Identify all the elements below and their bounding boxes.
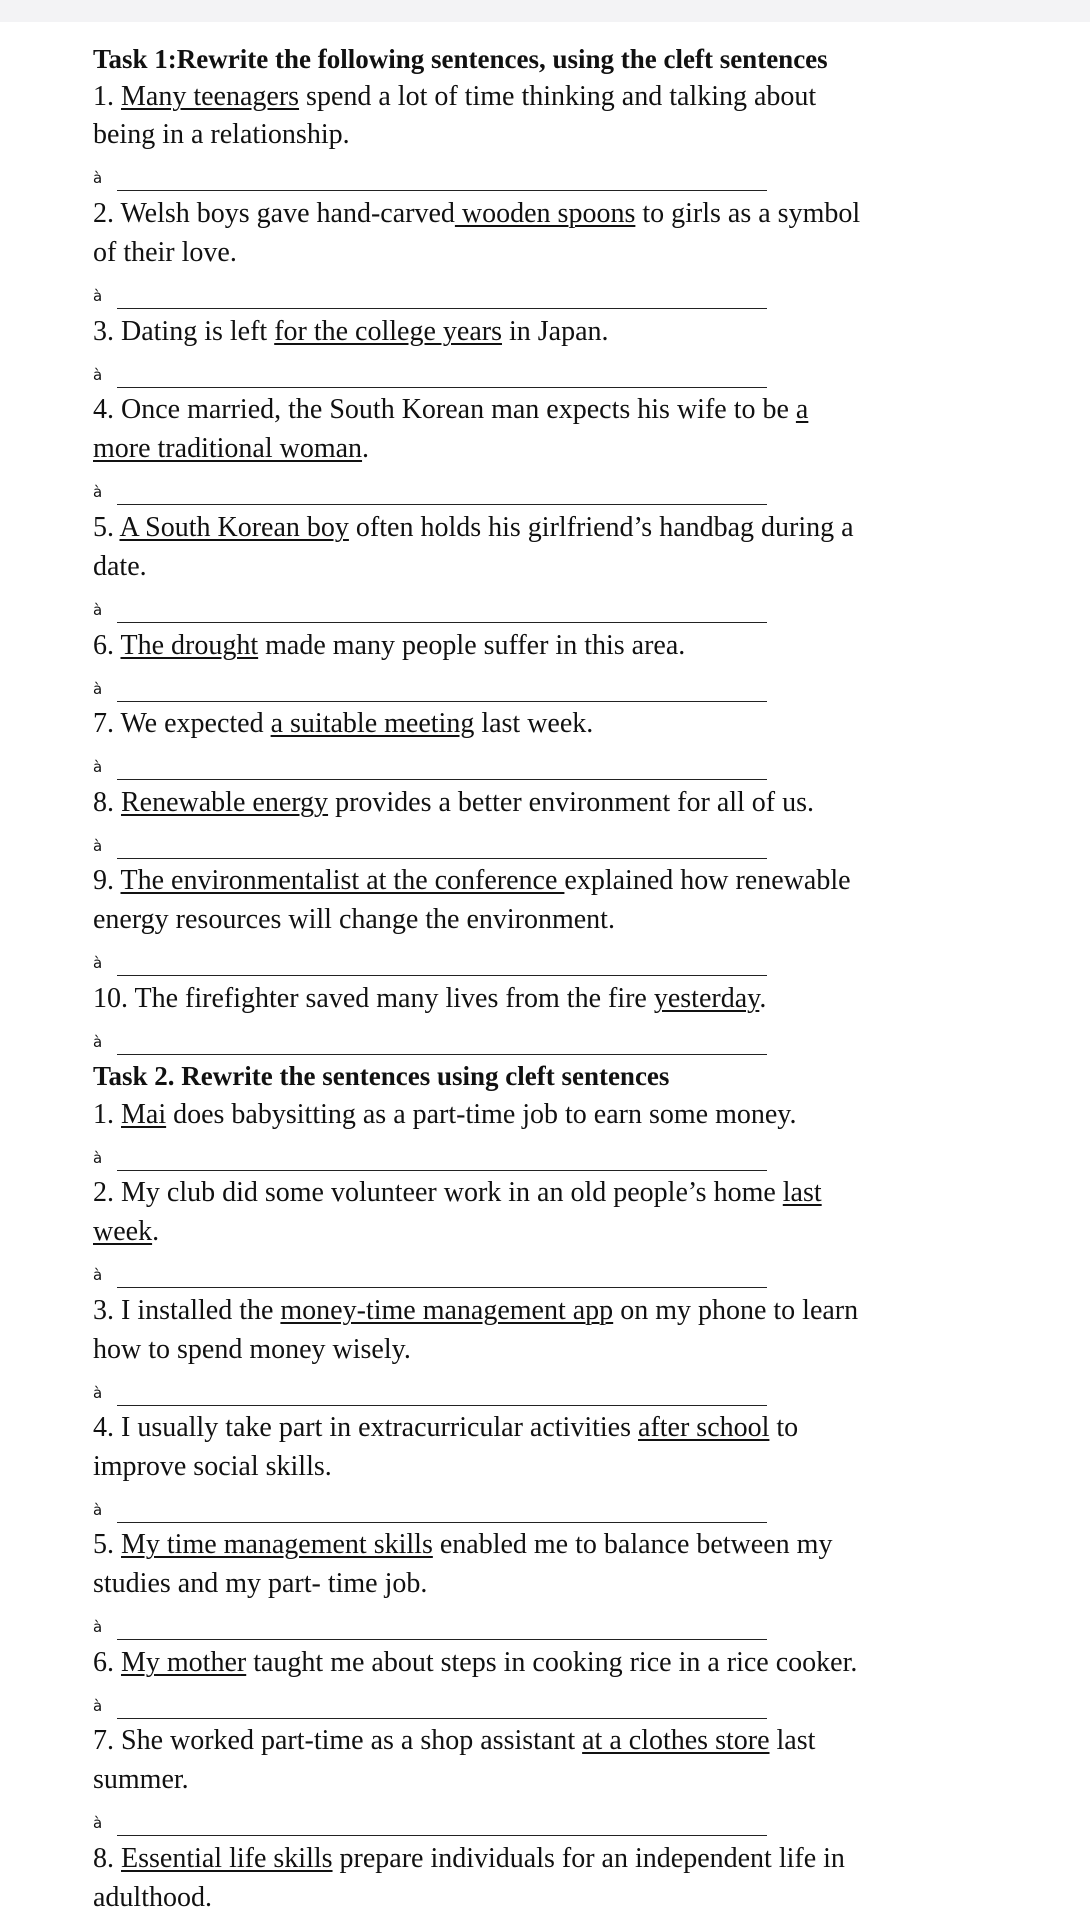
task2-item-5-line2: studies and my part- time job.: [93, 1568, 428, 1599]
text: 1.: [93, 1099, 121, 1130]
answer-marker: à: [93, 1033, 103, 1051]
task1-item-3-answer: [93, 362, 767, 388]
answer-marker: à: [93, 483, 103, 501]
text: on my phone to learn: [613, 1295, 859, 1326]
text: 5.: [93, 1529, 121, 1560]
task1-item-8-answer: [93, 833, 767, 859]
task2-item-4-answer: [93, 1497, 767, 1523]
answer-marker: à: [93, 1501, 103, 1519]
answer-marker: à: [93, 366, 103, 384]
answer-blank[interactable]: [117, 365, 767, 388]
text: prepare individuals for an independent life in: [332, 1843, 845, 1874]
underlined-phrase: A South Korean boy: [119, 512, 349, 543]
answer-blank[interactable]: [117, 1148, 767, 1171]
underlined-phrase: Essential life skills: [121, 1843, 333, 1874]
task1-item-2-answer: [93, 283, 767, 309]
text: 4. I usually take part in extracurricular activities: [93, 1412, 639, 1443]
text: made many people suffer in this area.: [258, 630, 686, 661]
text: 10. The firefighter saved many lives from the fire: [93, 983, 654, 1014]
task1-title: Task 1:Rewrite the following sentences, using the cleft sentences: [93, 44, 828, 74]
answer-marker: à: [93, 1814, 103, 1832]
text: does babysitting as a part-time job to earn some money.: [166, 1099, 797, 1130]
task2-item-4-line2: improve social skills.: [93, 1451, 332, 1482]
task1-item-10-answer: [93, 1029, 767, 1055]
underlined-phrase: more traditional woman: [93, 433, 363, 464]
underlined-phrase: for the college years: [274, 316, 502, 347]
task1-item-7-answer: [93, 754, 767, 780]
answer-marker: à: [93, 758, 103, 776]
text: to girls as a symbol: [635, 198, 861, 229]
task2-item-5-answer: [93, 1614, 767, 1640]
answer-marker: à: [93, 1384, 103, 1402]
answer-marker: à: [93, 169, 103, 187]
text: 5.: [93, 512, 120, 543]
text: last week.: [474, 708, 594, 739]
task2-item-6-answer: [93, 1693, 767, 1719]
task1-item-3-line1: [93, 315, 609, 349]
text: 7. We expected: [93, 708, 271, 739]
text: often holds his girlfriend’s handbag during a: [348, 512, 854, 543]
text: 8.: [93, 1843, 121, 1874]
text: spend a lot of time thinking and talking about: [299, 81, 817, 112]
task1-item-4-answer: [93, 479, 767, 505]
answer-marker: à: [93, 680, 103, 698]
text: 1.: [93, 81, 121, 112]
task2-item-3-line1: [93, 1294, 858, 1328]
underlined-phrase: The environmentalist at the conference: [120, 865, 565, 896]
task2-item-4-line1: [93, 1411, 798, 1445]
text: 4. Once married, the South Korean man expects his wife to be: [93, 394, 796, 425]
answer-marker: à: [93, 1266, 103, 1284]
answer-blank[interactable]: [117, 679, 767, 702]
task2-item-2-answer: [93, 1262, 767, 1288]
answer-blank[interactable]: [117, 836, 767, 859]
underlined-phrase: Mai: [121, 1099, 167, 1130]
underlined-phrase: at a clothes store: [582, 1725, 770, 1756]
text: provides a better environment for all of us.: [328, 787, 815, 818]
underlined-phrase: week: [93, 1216, 153, 1247]
underlined-phrase: last: [782, 1177, 822, 1208]
task1-item-8-line1: [93, 786, 814, 820]
task2-item-2-line2: [93, 1215, 159, 1249]
underlined-phrase: a: [795, 394, 809, 425]
answer-marker: à: [93, 837, 103, 855]
task1-item-4-line2: [93, 432, 369, 466]
task2-item-7-answer: [93, 1810, 767, 1836]
task2-item-7-line1: [93, 1724, 815, 1758]
answer-marker: à: [93, 1618, 103, 1636]
answer-marker: à: [93, 954, 103, 972]
task2-item-3-line2: how to spend money wisely.: [93, 1334, 411, 1365]
answer-blank[interactable]: [117, 1696, 767, 1719]
text: 6.: [93, 1647, 121, 1678]
answer-marker: à: [93, 1149, 103, 1167]
answer-blank[interactable]: [117, 1032, 767, 1055]
answer-blank[interactable]: [117, 600, 767, 623]
underlined-phrase: Renewable energy: [121, 787, 329, 818]
task2-item-1-line1: [93, 1098, 796, 1132]
text: 3. I installed the: [93, 1295, 281, 1326]
task2-item-5-line1: [93, 1528, 832, 1562]
task2-item-8-line1: [93, 1842, 845, 1876]
text: taught me about steps in cooking rice in a rice cooker.: [246, 1647, 858, 1678]
task1-item-9-line1: [93, 864, 851, 898]
task2-item-2-line1: [93, 1176, 822, 1210]
answer-blank[interactable]: [117, 1617, 767, 1640]
answer-marker: à: [93, 1697, 103, 1715]
task2-item-8-line2: adulthood.: [93, 1882, 212, 1913]
underlined-phrase: Many teenagers: [121, 81, 300, 112]
underlined-phrase: a suitable meeting: [270, 708, 475, 739]
task2-item-3-answer: [93, 1380, 767, 1406]
answer-marker: à: [93, 287, 103, 305]
top-bar: [0, 0, 1090, 23]
task1-item-6-answer: [93, 676, 767, 702]
text: .: [362, 433, 370, 464]
text: explained how renewable: [564, 865, 851, 896]
task1-item-2-line2: of their love.: [93, 237, 237, 268]
task1-item-4-line1: [93, 393, 808, 427]
task1-item-6-line1: [93, 629, 685, 663]
text: in Japan.: [501, 316, 609, 347]
task1-item-10-line1: [93, 982, 766, 1016]
task1-item-1-line1: [93, 80, 816, 114]
task1-item-1-line2: being in a relationship.: [93, 119, 350, 150]
text: 2. My club did some volunteer work in an old people’s home: [93, 1177, 783, 1208]
text: 7. She worked part-time as a shop assistant: [93, 1725, 583, 1756]
underlined-phrase: yesterday: [653, 983, 760, 1014]
task1-item-9-answer: [93, 950, 767, 976]
text: .: [759, 983, 767, 1014]
task2-item-1-answer: [93, 1145, 767, 1171]
task2-title: Task 2. Rewrite the sentences using cleft sentences: [93, 1061, 670, 1091]
task2-item-7-line2: summer.: [93, 1764, 189, 1795]
text: 8.: [93, 787, 121, 818]
underlined-phrase: after school: [638, 1412, 770, 1443]
worksheet-page: [0, 22, 1090, 1923]
answer-blank[interactable]: [117, 286, 767, 309]
answer-blank[interactable]: [117, 168, 767, 191]
task1-item-1-answer: [93, 165, 767, 191]
answer-blank[interactable]: [117, 953, 767, 976]
underlined-phrase: My mother: [121, 1647, 247, 1678]
underlined-phrase: wooden spoons: [454, 198, 636, 229]
answer-blank[interactable]: [117, 1383, 767, 1406]
task1-item-5-line1: [93, 511, 854, 545]
task2-item-6-line1: [93, 1646, 857, 1680]
answer-marker: à: [93, 601, 103, 619]
task1-item-9-line2: energy resources will change the environment.: [93, 904, 615, 935]
answer-blank[interactable]: [117, 1813, 767, 1836]
task1-item-7-line1: [93, 707, 593, 741]
text: enabled me to balance between my: [432, 1529, 833, 1560]
text: 9.: [93, 865, 121, 896]
text: 2. Welsh boys gave hand-carved: [93, 198, 455, 229]
task1-item-5-line2: date.: [93, 551, 147, 582]
answer-blank[interactable]: [117, 1265, 767, 1288]
underlined-phrase: My time management skills: [121, 1529, 433, 1560]
task1-item-2-line1: [93, 197, 860, 231]
task1-item-5-answer: [93, 597, 767, 623]
text: to: [769, 1412, 799, 1443]
text: 3. Dating is left: [93, 316, 275, 347]
answer-blank[interactable]: [117, 1500, 767, 1523]
underlined-phrase: The drought: [120, 630, 259, 661]
text: .: [152, 1216, 160, 1247]
answer-blank[interactable]: [117, 482, 767, 505]
text: last: [769, 1725, 816, 1756]
underlined-phrase: money-time management app: [280, 1295, 614, 1326]
answer-blank[interactable]: [117, 757, 767, 780]
text: 6.: [93, 630, 121, 661]
